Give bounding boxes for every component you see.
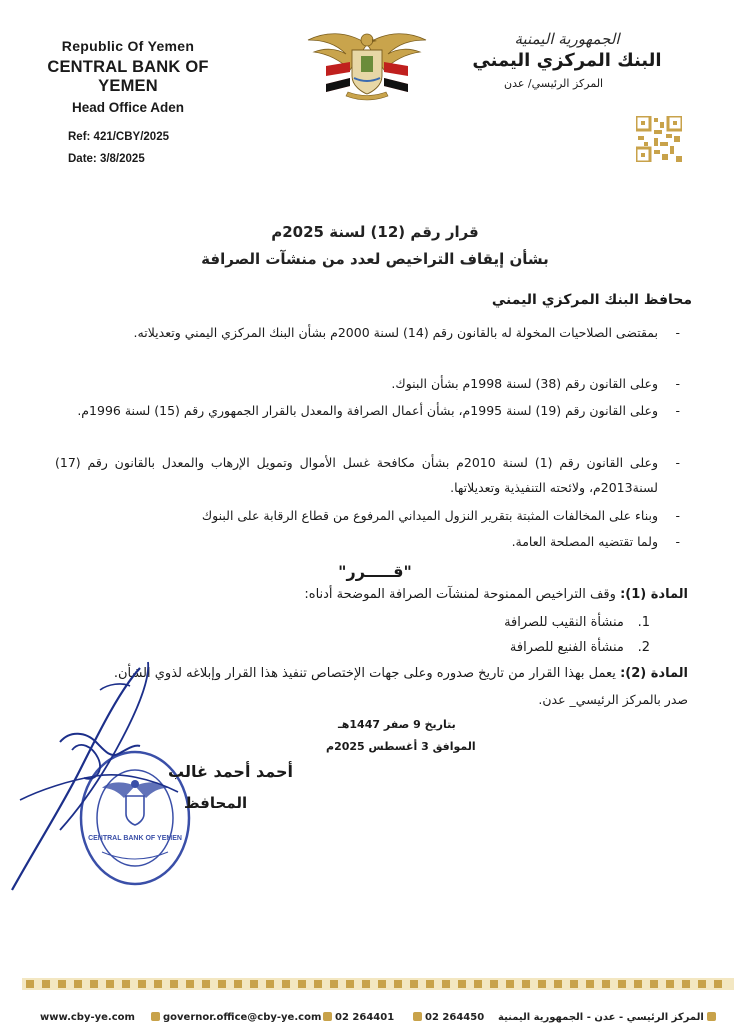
republic-label: Republic Of Yemen bbox=[61, 38, 195, 54]
svg-text:CENTRAL BANK OF YEMEN: CENTRAL BANK OF YEMEN bbox=[88, 835, 182, 842]
article-2 bbox=[114, 666, 688, 681]
governor-heading: محافظ البنك المركزي اليمني bbox=[491, 292, 692, 308]
governor-title: المحافظ bbox=[184, 794, 248, 812]
article-1 bbox=[304, 587, 688, 602]
republic-label-arabic: الجمهورية اليمنية bbox=[514, 30, 620, 48]
governor-name: أحمد أحمد غالب bbox=[168, 762, 293, 781]
article-2-text: يعمل بهذا القرار من تاريخ صدوره وعلى جهات الإختصاص تنفيذ هذا القرار وإبلاغه لذوي الشأن. bbox=[113, 666, 616, 681]
footer-website[interactable]: www.cby-ye.com bbox=[40, 1012, 135, 1023]
footer-phone-1: 02 264401 bbox=[320, 1012, 394, 1023]
hijri-date: بتاريخ 9 صفر 1447هـ bbox=[338, 718, 456, 731]
bullet-dash: - bbox=[675, 508, 680, 523]
list-item: - وعلى القانون رقم (19) لسنة 1995م، بشأن أعمال الصرافة والمعدل بالقرار الجمهوري رقم (15) لسنة 1996م. bbox=[55, 398, 680, 423]
article-2-label: المادة (2): bbox=[620, 666, 688, 681]
footer-address: المركز الرئيسي - عدن - الجمهورية اليمنية bbox=[498, 1012, 719, 1023]
exchange-entity-name: منشأة الفنيع للصرافة bbox=[509, 640, 624, 655]
arabic-letterhead bbox=[452, 30, 682, 90]
bullet-dash: - bbox=[675, 376, 680, 391]
decorative-border bbox=[22, 972, 734, 996]
bank-name-label: CENTRAL BANK OF YEMEN bbox=[47, 58, 209, 95]
list-item: 1. منشأة النقيب للصرافة bbox=[504, 615, 650, 630]
list-item: - وبناء على المخالفات المثبتة بتقرير النزول الميداني المرفوع من قطاع الرقابة على البنوك bbox=[55, 503, 680, 528]
list-item: 2. منشأة الفنيع للصرافة bbox=[509, 640, 650, 655]
yemen-emblem-icon bbox=[306, 26, 428, 104]
bank-name-label-arabic: البنك المركزي اليمني bbox=[472, 50, 662, 71]
list-item: - وعلى القانون رقم (38) لسنة 1998م بشأن البنوك. bbox=[55, 371, 680, 396]
article-1-label: المادة (1): bbox=[620, 587, 688, 602]
issued-place: صدر بالمركز الرئيسي_ عدن. bbox=[538, 692, 688, 707]
reference-number: Ref: 421/CBY/2025 bbox=[68, 131, 169, 143]
list-item: - ولما تقتضيه المصلحة العامة. bbox=[55, 529, 680, 554]
gregorian-date: الموافق 3 أغسطس 2025م bbox=[326, 740, 476, 753]
office-label: Head Office Aden bbox=[71, 100, 185, 115]
email-icon bbox=[151, 1012, 160, 1021]
footer bbox=[10, 1012, 740, 1032]
list-item: - وعلى القانون رقم (1) لسنة 2010م بشأن مكافحة غسل الأموال وتمويل الإرهاب والمعدل بالقانون رقم (17) لسنة2013م، ولائحته التنفيذية وتعديلاتها. bbox=[55, 450, 680, 500]
bullet-dash: - bbox=[675, 325, 680, 340]
fax-icon bbox=[413, 1012, 422, 1021]
document-date: Date: 3/8/2025 bbox=[68, 153, 145, 165]
decision-title: قرار رقم (12) لسنة 2025م bbox=[271, 223, 479, 241]
phone-icon bbox=[323, 1012, 332, 1021]
list-item: - بمقتضى الصلاحيات المخولة له بالقانون رقم (14) لسنة 2000م بشأن البنك المركزي اليمني وتعديلاته. bbox=[55, 320, 680, 345]
article-1-text: وقف التراخيص الممنوحة لمنشآت الصرافة الموضحة أدناه: bbox=[304, 587, 616, 602]
decision-heading: "قـــــرر" bbox=[338, 562, 412, 581]
qr-code-icon bbox=[636, 116, 682, 162]
decision-subject: بشأن إيقاف التراخيص لعدد من منشآت الصرافة bbox=[201, 250, 549, 268]
footer-phone-2: 02 264450 bbox=[410, 1012, 484, 1023]
exchange-entity-name: منشأة النقيب للصرافة bbox=[504, 615, 624, 630]
bullet-dash: - bbox=[675, 455, 680, 470]
location-icon bbox=[707, 1012, 716, 1021]
bullet-dash: - bbox=[675, 534, 680, 549]
footer-email[interactable]: governor.office@cby-ye.com bbox=[148, 1012, 321, 1023]
office-label-arabic: المركز الرئيسي/ عدن bbox=[504, 77, 604, 90]
english-letterhead bbox=[28, 38, 228, 115]
bullet-dash: - bbox=[675, 403, 680, 418]
